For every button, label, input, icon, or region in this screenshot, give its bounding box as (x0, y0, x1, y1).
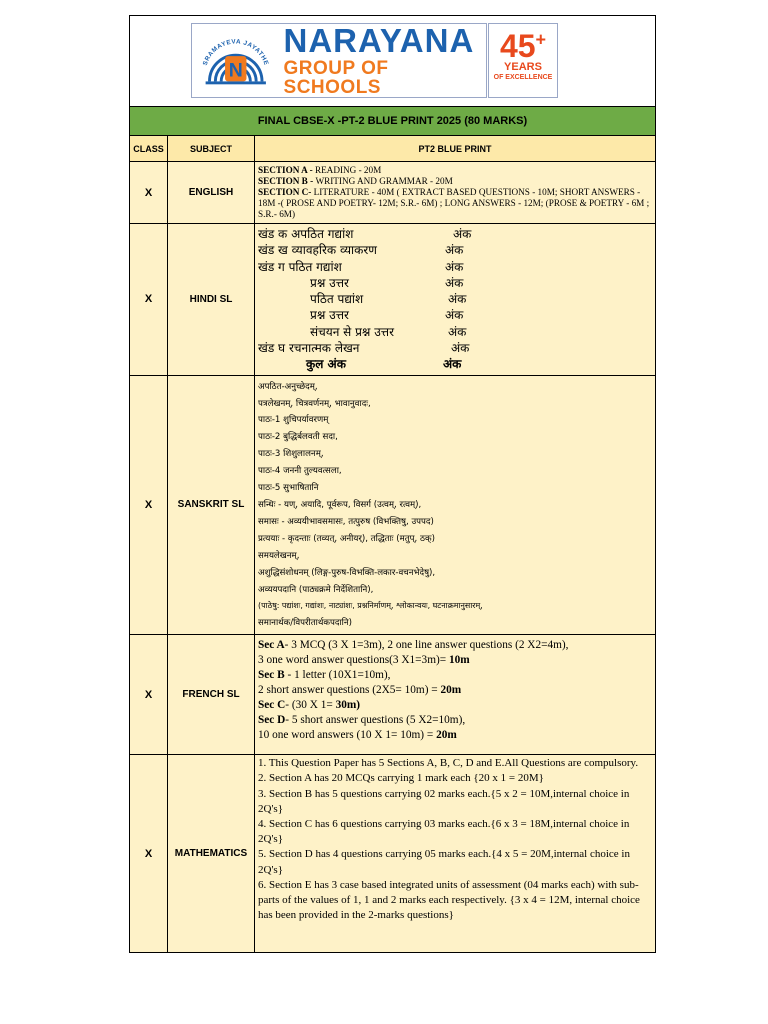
subject-cell: SANSKRIT SL (168, 375, 255, 635)
sanskrit-line: समयलेखनम्, (258, 550, 300, 561)
math-line: 1. This Question Paper has 5 Sections A, B, C, D and E.All Questions are compulsory. (258, 757, 639, 770)
sanskrit-line: समानार्थक/विपरीतार्थकपदानि) (258, 618, 353, 629)
years-caption: OF EXCELLENCE (493, 73, 553, 81)
math-line: 4. Section C has 6 questions carrying 03 marks each.{6 x 3 = 18M,internal choice in 2Q's} (258, 818, 630, 846)
hindi-line: प्रश्न उत्तर अंक (310, 308, 464, 323)
hindi-line: खंड ख व्यावहरिक व्याकरण अंक (258, 243, 464, 258)
sanskrit-line: अव्ययपदानि (पाठ्यक्रमे निर्देशितानि), (258, 584, 374, 595)
french-line: 2 short answer questions (2X5= 10m) = 20m (258, 683, 462, 696)
hindi-blueprint (255, 224, 656, 376)
class-cell: X (130, 755, 168, 953)
math-line: 5. Section D has 4 questions carrying 05 marks each.{4 x 5 = 20M,internal choice in 2Q's} (258, 848, 630, 876)
blueprint-table (129, 15, 656, 953)
header-blueprint: PT2 BLUE PRINT (255, 136, 656, 162)
english-line: SECTION B - WRITING AND GRAMMAR - 20M (258, 176, 453, 186)
sanskrit-line: पाठः-3 शिशुलालनम्, (258, 449, 324, 460)
svg-text:SRAMAYEVA JAYATHE: SRAMAYEVA JAYATHE (201, 38, 270, 67)
sanskrit-line: पत्रलेखनम्, चित्रवर्णनम्, भावानुवादः, (258, 398, 371, 409)
subject-cell: FRENCH SL (168, 635, 255, 755)
french-line: Sec C- (30 X 1= 30m) (258, 698, 361, 711)
sanskrit-line: अपठित-अनुच्छेदम्, (258, 381, 318, 392)
subject-cell: MATHEMATICS (168, 755, 255, 953)
svg-text:N: N (228, 59, 243, 82)
emblem-icon (192, 24, 280, 97)
header-class: CLASS (130, 136, 168, 162)
years-plus: + (535, 29, 547, 50)
sanskrit-line: समासः - अव्ययीभावसमासः, तत्पुरुष (विभक्तिषु, उपपद) (258, 516, 434, 527)
sanskrit-line: पाठः-5 सुभाषितानि (258, 483, 319, 494)
hindi-line: खंड ग पठित गद्यांश अंक (258, 259, 464, 274)
subject-cell: ENGLISH (168, 162, 255, 224)
class-cell: X (130, 224, 168, 376)
french-line: Sec B - 1 letter (10X1=10m), (258, 669, 391, 682)
class-cell: X (130, 635, 168, 755)
sanskrit-line: प्रत्ययाः - कृदन्ताः (तव्यत्, अनीयर्), तद्धिताः (मतुप्, ठक्) (258, 533, 435, 544)
hindi-line: पठित पद्यांश अंक (310, 292, 467, 307)
math-line: 3. Section B has 5 questions carrying 02 marks each.{5 x 2 = 10M,internal choice in 2Q's} (258, 787, 630, 815)
english-line: SECTION C- LITERATURE - 40M ( EXTRACT BASED QUESTIONS - 10M; SHORT ANSWERS - 18M -( PROSE AND POETRY- 12M; S.R.- 6M) ; LONG ANSWERS - 12M; (PROSE & POETRY - 6M ; S.R.- 6M) (258, 187, 650, 219)
hindi-line: खंड घ रचनात्मक लेखन अंक (258, 341, 470, 356)
class-cell: X (130, 375, 168, 635)
subject-cell: HINDI SL (168, 224, 255, 376)
header-subject: SUBJECT (168, 136, 255, 162)
math-line: 2. Section A has 20 MCQs carrying 1 mark each {20 x 1 = 20M} (258, 772, 544, 785)
anniversary-badge (488, 23, 558, 98)
logo-cell (130, 16, 656, 107)
sanskrit-line: पाठः-2 बुद्धिर्बलवती सदा, (258, 432, 338, 443)
math-blueprint (255, 755, 656, 953)
sanskrit-line: सन्धिः - यण्, अयादि, पूर्वरूप, विसर्ग (उत्वम्, रत्वम्), (258, 500, 422, 511)
math-line: 6. Section E has 3 case based integrated units of assessment (04 marks each) with sub-parts of the values of 1, 1 and 2 marks each respectively. {3 x 4 = 12M, internal choice has been provided in the 2-marks questions} (258, 878, 640, 922)
school-name: NARAYANA (283, 22, 475, 59)
years-number: 45 (499, 28, 536, 64)
french-blueprint (255, 635, 656, 755)
school-logo (191, 23, 487, 98)
hindi-line: प्रश्न उत्तर अंक (310, 275, 464, 290)
sanskrit-line: पाठः-4 जननी तुल्यवत्सला, (258, 466, 342, 477)
table-row-math (130, 755, 656, 953)
hindi-line: संचयन से प्रश्न उत्तर अंक (310, 324, 467, 339)
french-line: Sec A- 3 MCQ (3 X 1=3m), 2 one line answer questions (2 X2=4m), (258, 639, 569, 652)
class-cell: X (130, 162, 168, 224)
hindi-line: खंड क अपठित गद्यांश अंक (258, 227, 472, 241)
table-row-hindi (130, 224, 656, 376)
english-blueprint (255, 162, 656, 224)
table-row-english (130, 162, 656, 224)
french-line: 10 one word answers (10 X 1= 10m) = 20m (258, 728, 457, 741)
school-subtitle: GROUP OF SCHOOLS (283, 58, 389, 98)
sanskrit-line: (पाठेषु: पद्यांशः, गद्यांशः, नाट्यांशः, प्रश्ननिर्माणम्, श्लोकान्वयः, घटनाक्रमानुसारम्, (258, 601, 483, 611)
years-label: YEARS (504, 61, 542, 73)
table-row-french (130, 635, 656, 755)
hindi-line: कुल अंक अंक (306, 357, 462, 372)
page-title: FINAL CBSE-X -PT-2 BLUE PRINT 2025 (80 MARKS) (130, 107, 656, 136)
sanskrit-line: अशुद्धिसंशोधनम् (लिङ्ग-पुरुष-विभक्ति-लकार-वचनभेदेषु), (258, 567, 436, 578)
french-line: Sec D- 5 short answer questions (5 X2=10m), (258, 713, 466, 726)
french-line: 3 one word answer questions(3 X1=3m)= 10m (258, 654, 470, 667)
table-row-sanskrit (130, 375, 656, 635)
sanskrit-line: पाठः-1 शुचिपर्यावरणम् (258, 415, 329, 426)
english-line: SECTION A - READING - 20M (258, 165, 382, 175)
sanskrit-blueprint (255, 375, 656, 635)
